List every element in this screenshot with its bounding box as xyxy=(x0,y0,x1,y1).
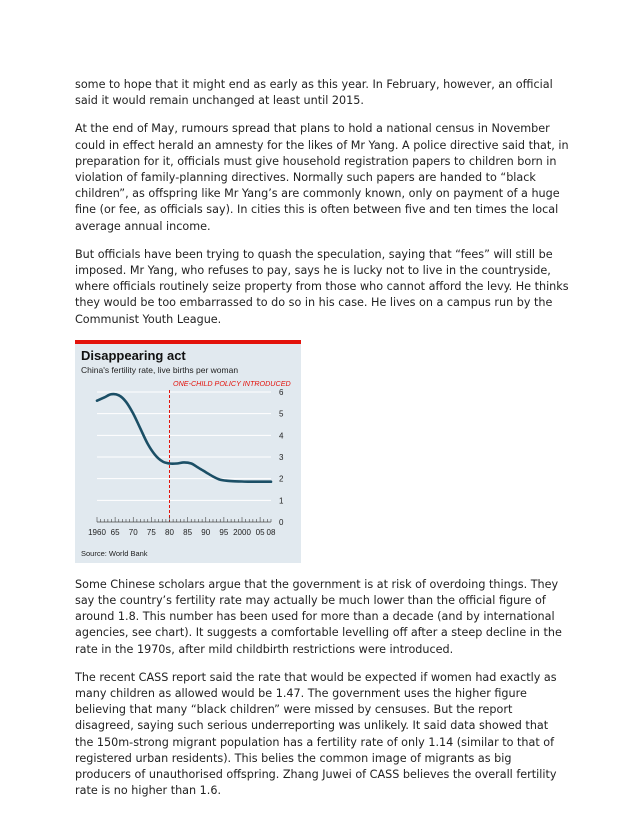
x-tick-label: 80 xyxy=(165,527,174,537)
paragraph: some to hope that it might end as early as this year. In February, however, an official said it would remain unchanged at least until 2015. xyxy=(75,78,553,108)
x-tick-label: 1960 xyxy=(88,527,106,537)
series-line-fertility-rate xyxy=(97,394,271,482)
paragraph: The recent CASS report said the rate that would be expected if women had exactly as many children as allowed would be 1.47. The government uses the higher figure believing that many “black children” were missed by censuses. But the report disagreed, saying such serious underreporting was unlikely. It said data showed that the 150m-strong migrant population has a fertility rate of only 1.14 (similar to that of registered urban residents). This belies the common image of migrants as big producers of unauthorised offspring. Zhang Juwei of CASS believes the overall fertility rate is no higher than 1.6. xyxy=(75,670,557,798)
x-tick-label: 05 xyxy=(255,527,265,537)
y-tick-label: 0 xyxy=(279,517,284,527)
paragraph: But officials have been trying to quash the speculation, saying that “fees” will still be imposed. Mr Yang, who refuses to pay, says he is lucky not to live in the countryside, where officials routinely seize property from those who cannot afford the levy. He thinks they would be too embarrassed to do so in his case. He lives on a campus run by the Communist Youth League. xyxy=(75,247,569,326)
y-tick-label: 2 xyxy=(279,474,284,484)
x-tick-label: 95 xyxy=(219,527,229,537)
x-tick-label: 65 xyxy=(110,527,120,537)
x-tick-label: 70 xyxy=(128,527,138,537)
chart-source: Source: World Bank xyxy=(81,548,148,558)
x-tick-label: 08 xyxy=(266,527,276,537)
chart-top-bar xyxy=(75,340,301,344)
y-tick-label: 3 xyxy=(279,452,284,462)
y-tick-label: 6 xyxy=(279,387,284,397)
chart-svg xyxy=(75,340,301,563)
y-tick-label: 5 xyxy=(279,409,284,419)
article xyxy=(75,77,570,811)
fertility-chart xyxy=(75,340,301,563)
chart-title: Disappearing act xyxy=(81,347,186,363)
paragraph: At the end of May, rumours spread that plans to hold a national census in November could in effect herald an amnesty for the likes of Mr Yang. A police directive said that, in preparation for it, officials must give household registration papers to children born in violation of family-planning directives. Normally such papers are handed to “black children”, as offspring like Mr Yang’s are commonly known, only on payment of a huge fine (or fee, as officials say). In cities this is often between five and ten times the local average annual income. xyxy=(75,122,569,233)
y-tick-label: 4 xyxy=(279,431,284,441)
paragraph: Some Chinese scholars argue that the government is at risk of overdoing things. They say the country’s fertility rate may actually be much lower than the official figure of around 1.8. This number has been used for more than a decade (and by international agencies, see chart). It suggests a comfortable levelling off after a steep decline in the rate in the 1970s, after mild childbirth restrictions were introduced. xyxy=(75,577,562,656)
x-tick-label: 2000 xyxy=(233,527,251,537)
chart-subtitle: China's fertility rate, live births per woman xyxy=(81,364,239,375)
y-tick-label: 1 xyxy=(279,496,284,506)
chart-annotation: ONE-CHILD POLICY INTRODUCED xyxy=(173,378,291,388)
x-tick-label: 75 xyxy=(146,527,156,537)
x-tick-label: 90 xyxy=(201,527,211,537)
x-tick-label: 85 xyxy=(183,527,193,537)
